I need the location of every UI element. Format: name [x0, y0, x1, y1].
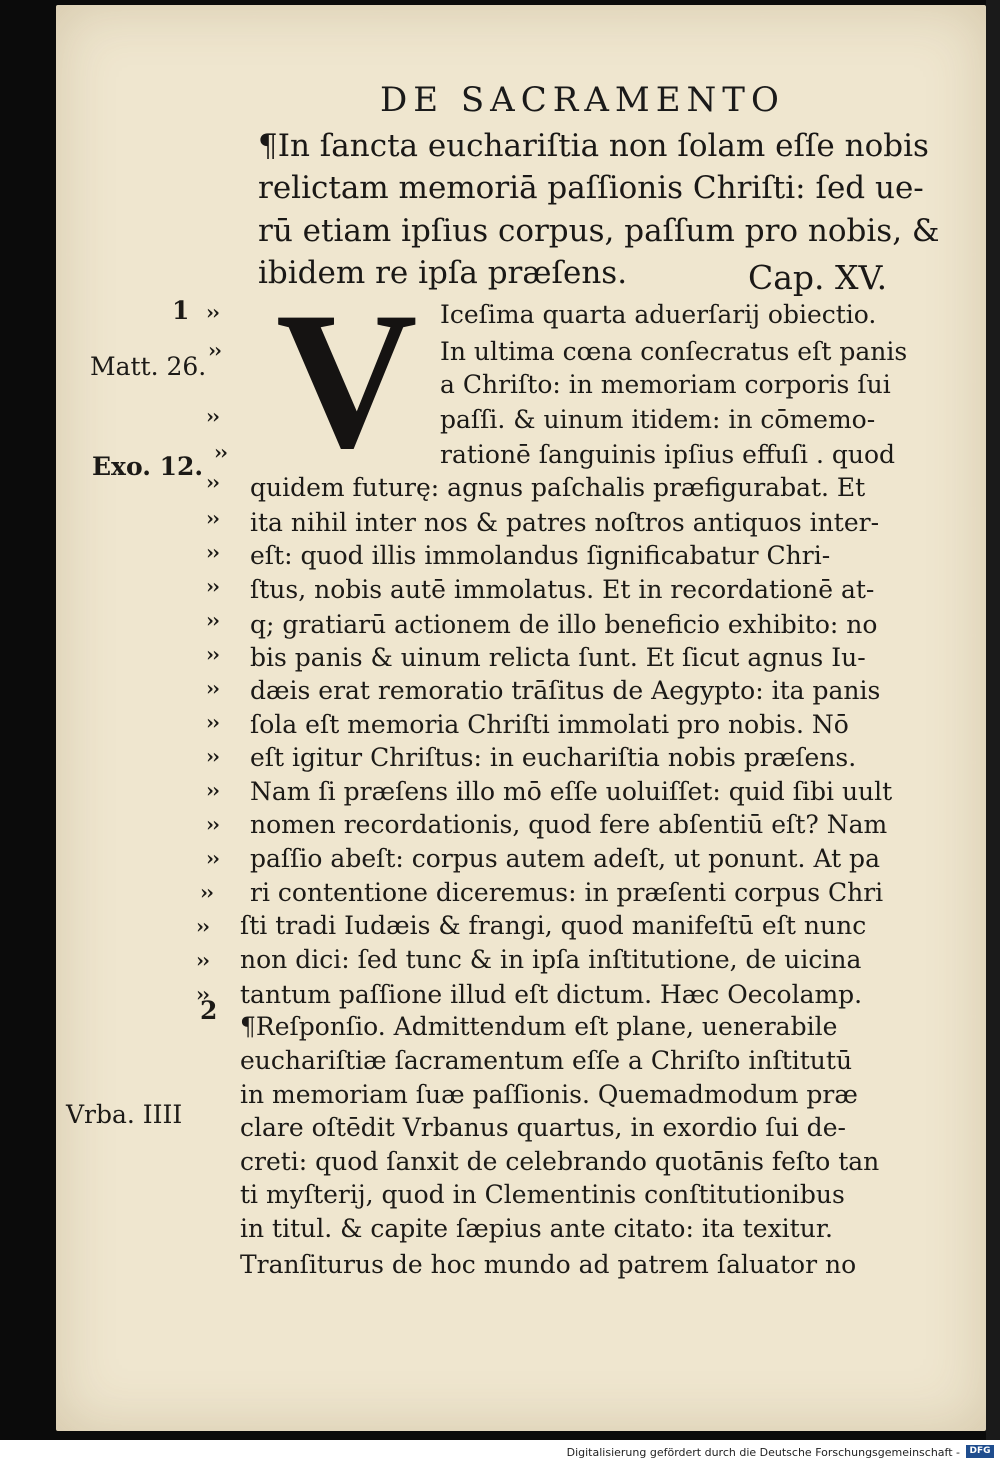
margin-number-2: 2	[200, 996, 218, 1025]
quote-mark: ››	[206, 506, 218, 530]
body-line: euchariſtiæ ſacramentum eſſe a Chriſto inſtitutū	[240, 1046, 853, 1075]
chapter-title-line: rū etiam ipſius corpus, paſſum pro nobis, &	[258, 213, 940, 249]
quote-mark: ››	[206, 744, 218, 768]
chapter-title-line: relictam memoriā paſſionis Chriſti: ſed ue-	[258, 170, 924, 206]
body-line: creti: quod ſanxit de celebrando quotānis feſto tan	[240, 1147, 880, 1176]
body-line: Iceſima quarta aduerſarij obiectio.	[440, 300, 877, 329]
body-line: paſſi. & uinum itidem: in cōmemo-	[440, 405, 876, 434]
body-line: ſtus, nobis autē immolatus. Et in recordationē at-	[250, 575, 875, 604]
margin-number-1: 1	[172, 296, 190, 325]
quote-mark: ››	[208, 338, 220, 362]
quote-mark: ››	[206, 608, 218, 632]
body-line: dæis erat remoratio trāſitus de Aegypto: ita panis	[250, 676, 881, 705]
quote-mark: ››	[196, 982, 208, 1006]
footer-credit: Digitalisierung gefördert durch die Deutsche Forschungsgemeinschaft -	[566, 1446, 960, 1459]
quote-mark: ››	[206, 540, 218, 564]
body-line: ti myſterij, quod in Clementinis conſtitutionibus	[240, 1180, 845, 1209]
body-line: tantum paſſione illud eſt dictum. Hæc Oecolamp.	[240, 980, 863, 1009]
body-line: ſti tradi Iudæis & frangi, quod manifeſtū eſt nunc	[240, 911, 867, 940]
body-line: rationē ſanguinis ipſius effuſi . quod	[440, 440, 896, 469]
quote-mark: ››	[200, 880, 212, 904]
body-line: ¶Reſponſio. Admittendum eſt plane, uenerabile	[240, 1012, 838, 1041]
body-line: Nam ſi præſens illo mō eſſe uoluiſſet: quid ſibi uult	[250, 777, 893, 806]
body-line: ſola eſt memoria Chriſti immolati pro nobis. Nō	[250, 710, 849, 739]
body-line: eſt: quod illis immolandus ſignificabatur Chri-	[250, 541, 831, 570]
quote-mark: ››	[196, 948, 208, 972]
chapter-title-line: ¶In ſancta euchariſtia non ſolam eſſe nobis	[258, 128, 929, 164]
page-edge-shadow	[986, 0, 1000, 1440]
dfg-logo: DFG	[966, 1445, 994, 1458]
quote-mark: ››	[206, 574, 218, 598]
digitization-footer	[0, 1440, 1000, 1464]
body-line: ri contentione diceremus: in præſenti corpus Chri	[250, 878, 884, 907]
quote-mark: ››	[206, 470, 218, 494]
running-head: DE SACRAMENTO	[380, 80, 785, 120]
chapter-label: Cap. XV.	[748, 258, 888, 297]
margin-ref-exo: Exo. 12.	[92, 452, 204, 481]
quote-mark: ››	[206, 778, 218, 802]
quote-mark: ››	[206, 812, 218, 836]
body-line: non dici: ſed tunc & in ipſa inſtitutione, de uicina	[240, 945, 862, 974]
quote-mark: ››	[214, 440, 226, 464]
body-line: ita nihil inter nos & patres noſtros antiquos inter-	[250, 508, 880, 537]
body-line: Tranſiturus de hoc mundo ad patrem ſaluator no	[240, 1250, 857, 1279]
body-line: in memoriam ſuæ paſſionis. Quemadmodum præ	[240, 1080, 858, 1109]
body-line: clare oſtēdit Vrbanus quartus, in exordio ſui de-	[240, 1113, 846, 1142]
chapter-title-line: ibidem re ipſa præſens.	[258, 255, 628, 291]
quote-mark: ››	[196, 914, 208, 938]
body-line: In ultima cœna conſecratus eſt panis	[440, 337, 908, 366]
body-line: in titul. & capite ſæpius ante citato: ita texitur.	[240, 1214, 833, 1243]
margin-ref-vrba: Vrba. IIII	[66, 1100, 183, 1129]
body-line: q; gratiarū actionem de illo beneficio exhibito: no	[250, 610, 878, 639]
quote-mark: ››	[206, 642, 218, 666]
margin-ref-matt: Matt. 26.	[90, 352, 207, 381]
body-line: bis panis & uinum relicta ſunt. Et ſicut agnus Iu-	[250, 643, 866, 672]
body-line: a Chriſto: in memoriam corporis ſui	[440, 370, 891, 399]
quote-mark: ››	[206, 676, 218, 700]
quote-mark: ››	[206, 300, 218, 324]
quote-mark: ››	[206, 404, 218, 428]
body-line: quidem futurę: agnus paſchalis præfigurabat. Et	[250, 473, 866, 502]
quote-mark: ››	[206, 846, 218, 870]
body-line: eſt igitur Chriſtus: in euchariſtia nobis præſens.	[250, 743, 857, 772]
body-line: paſſio abeſt: corpus autem adeſt, ut ponunt. At pa	[250, 844, 880, 873]
quote-mark: ››	[206, 710, 218, 734]
body-line: nomen recordationis, quod fere abſentiū eſt? Nam	[250, 810, 888, 839]
drop-cap-initial: V	[276, 272, 418, 489]
